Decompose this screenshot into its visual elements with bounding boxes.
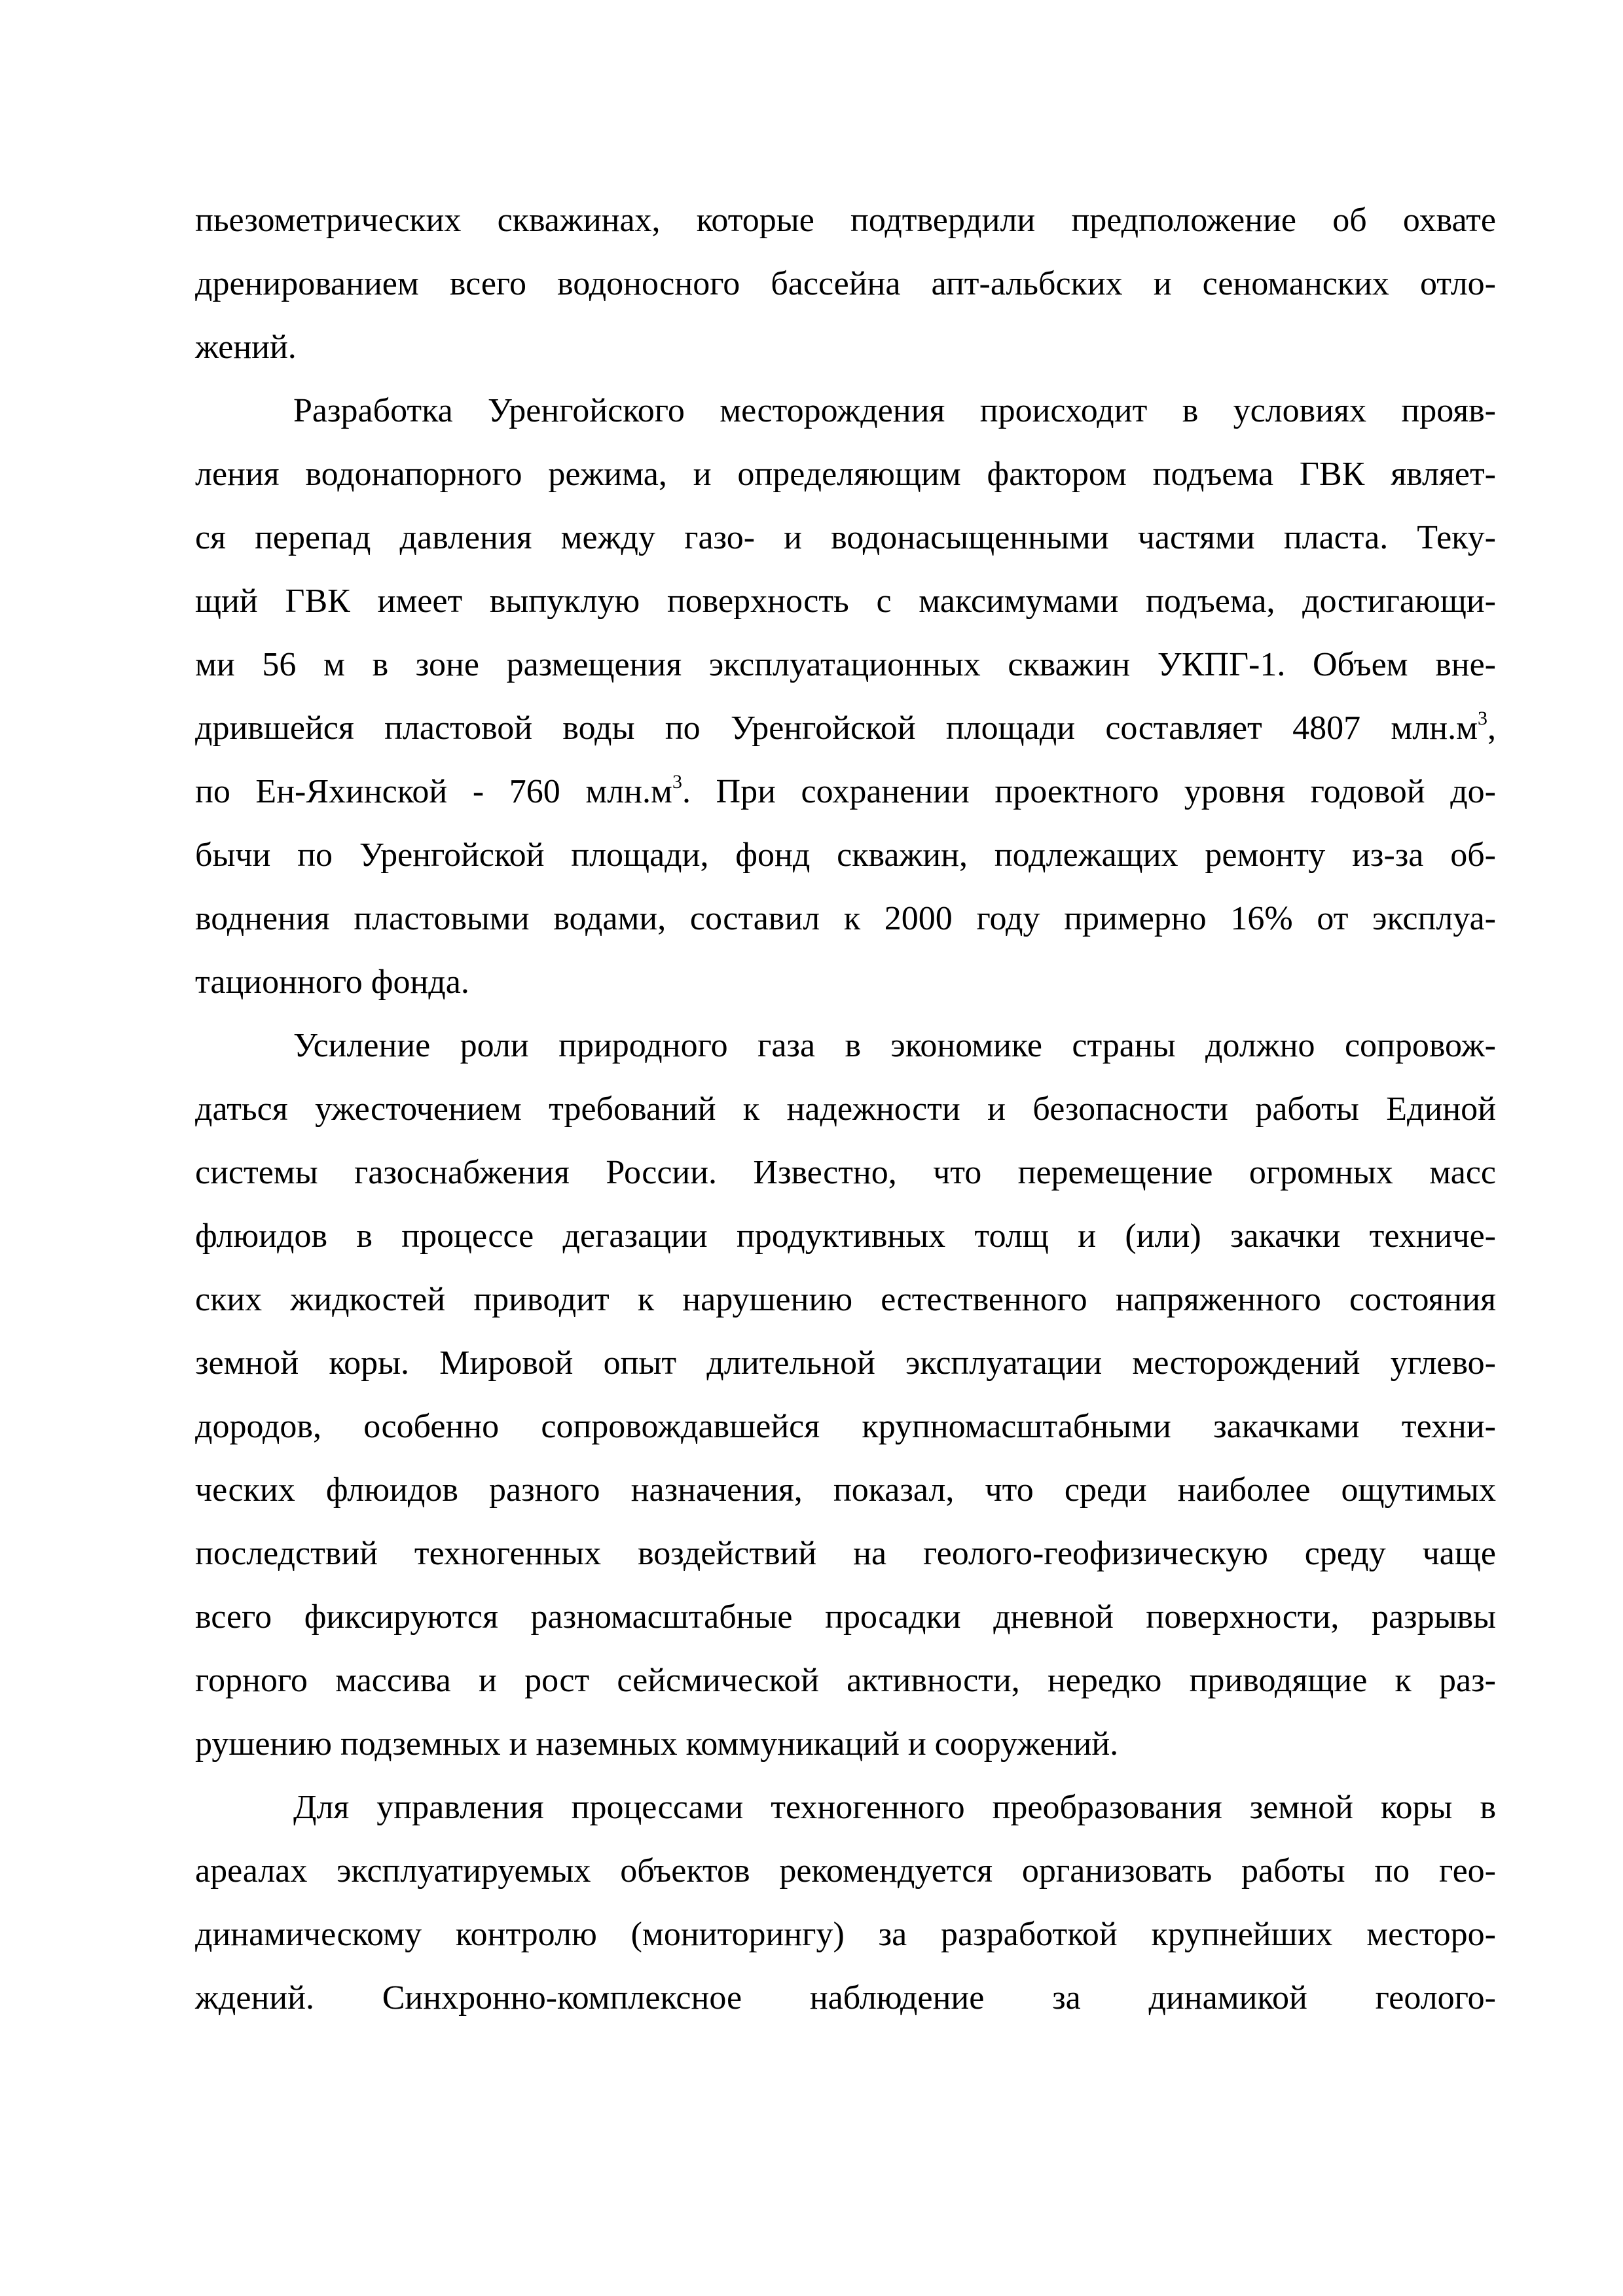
superscript-exponent: 3 (672, 770, 682, 793)
text-line (195, 1839, 1496, 1903)
text-line-continuation: . При сохранении проектного уровня годовой до- (682, 773, 1497, 810)
text-line (195, 1014, 1496, 1077)
text-line (195, 760, 1496, 823)
text-line (195, 315, 1496, 379)
text-line (195, 633, 1496, 696)
text-line (195, 1712, 1496, 1776)
text-line (195, 1268, 1496, 1331)
text-line-content: ся перепад давления между газо- и водонасыщенными частями пласта. Теку- (195, 519, 1496, 556)
text-line-content: Усиление роли природного газа в экономике страны должно сопровож- (293, 1027, 1496, 1064)
text-line-content: щий ГВК имеет выпуклую поверхность с максимумами подъема, достигающи- (195, 583, 1496, 620)
text-line (195, 1966, 1496, 2030)
text-line-content: тационного фонда. (195, 963, 469, 1001)
text-line (195, 442, 1496, 506)
text-line-content: дрившейся пластовой воды по Уренгойской площади составляет 4807 млн.м (195, 709, 1478, 747)
text-line (195, 1395, 1496, 1458)
text-line (195, 1776, 1496, 1839)
text-line (195, 252, 1496, 315)
text-line (195, 1331, 1496, 1395)
text-line-content: ления водонапорного режима, и определяющим фактором подъема ГВК являет- (195, 456, 1496, 493)
text-line-content: земной коры. Мировой опыт длительной эксплуатации месторождений углево- (195, 1344, 1496, 1382)
text-line-content: Для управления процессами техногенного преобразования земной коры в (293, 1789, 1496, 1826)
document-body-text (195, 188, 1496, 2030)
text-line (195, 569, 1496, 633)
text-line (195, 1141, 1496, 1204)
text-line-content: пьезометрических скважинах, которые подтвердили предположение об охвате (195, 202, 1496, 239)
text-line-content: жений. (195, 329, 297, 366)
superscript-exponent: 3 (1478, 707, 1487, 729)
text-line (195, 1522, 1496, 1585)
text-line-content: воднения пластовыми водами, составил к 2000 году примерно 16% от эксплуа- (195, 900, 1496, 937)
text-line-content: динамическому контролю (мониторингу) за разработкой крупнейших месторо- (195, 1916, 1496, 1953)
text-line-content: рушению подземных и наземных коммуникаций и сооружений. (195, 1725, 1119, 1763)
text-line (195, 379, 1496, 442)
text-line (195, 1204, 1496, 1268)
text-line-content: ских жидкостей приводит к нарушению естественного напряженного состояния (195, 1281, 1496, 1318)
text-line (195, 1649, 1496, 1712)
text-line-content: всего фиксируются разномасштабные просадки дневной поверхности, разрывы (195, 1598, 1496, 1636)
text-line-content: ми 56 м в зоне размещения эксплуатационных скважин УКПГ-1. Объем вне- (195, 646, 1496, 683)
text-line-content: ческих флюидов разного назначения, показал, что среди наиболее ощутимых (195, 1471, 1496, 1509)
text-line-content: Разработка Уренгойского месторождения происходит в условиях прояв- (293, 392, 1496, 429)
text-line-content: по Ен-Яхинской - 760 млн.м (195, 773, 672, 810)
text-line (195, 1458, 1496, 1522)
text-line (195, 696, 1496, 760)
text-line (195, 887, 1496, 950)
text-line (195, 1585, 1496, 1649)
text-line-content: флюидов в процессе дегазации продуктивных толщ и (или) закачки техниче- (195, 1217, 1496, 1255)
text-line-content: ареалах эксплуатируемых объектов рекомендуется организовать работы по гео- (195, 1852, 1496, 1890)
text-line-content: даться ужесточением требований к надежности и безопасности работы Единой (195, 1090, 1496, 1128)
text-line (195, 506, 1496, 569)
text-line-content: дородов, особенно сопровождавшейся крупномасштабными закачками техни- (195, 1408, 1496, 1445)
text-line-content: дренированием всего водоносного бассейна апт-альбских и сеноманских отло- (195, 265, 1496, 302)
text-line (195, 950, 1496, 1014)
text-line-content: горного массива и рост сейсмической активности, нередко приводящие к раз- (195, 1662, 1496, 1699)
text-line-content: ждений. Синхронно-комплексное наблюдение за динамикой геолого- (195, 1979, 1496, 2017)
text-line-content: системы газоснабжения России. Известно, что перемещение огромных масс (195, 1154, 1496, 1191)
text-line (195, 1903, 1496, 1966)
text-line (195, 188, 1496, 252)
text-line-content: бычи по Уренгойской площади, фонд скважин, подлежащих ремонту из-за об- (195, 836, 1496, 874)
text-line (195, 1077, 1496, 1141)
text-line-content: последствий техногенных воздействий на геолого-геофизическую среду чаще (195, 1535, 1496, 1572)
text-line-continuation: , (1487, 709, 1496, 747)
text-line (195, 823, 1496, 887)
